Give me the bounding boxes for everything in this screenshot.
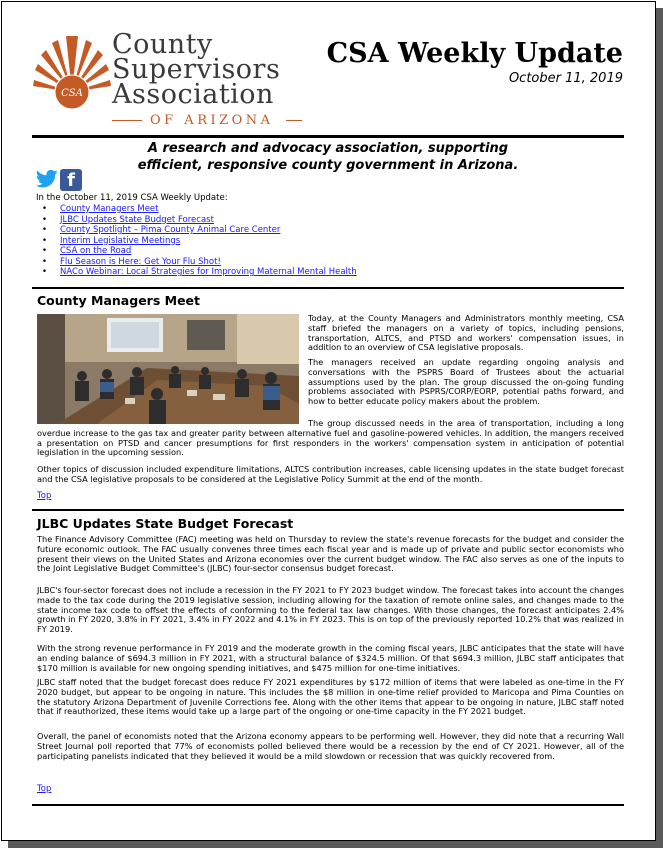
paragraph: JLBC staff noted that the budget forecast does reduce FY 2021 expenditures by $172 million of items that were labeled as one-time in the FY 2020 budget, but appear to be ongoing in nature. This includes the $8 million in one-time relief provided to Maricopa and Pima Counties on the statutory Arizona Department of Juvenile Corrections fee. Along with the other items that appear to be ongoing in nature, JLBC staff noted that if reauthorized, these items would take up a large part of the ongoing or one-time capacity in the FY 2021 budget. (37, 677, 624, 717)
toc-item (60, 246, 357, 257)
meeting-photo (37, 314, 299, 424)
toc-item (60, 236, 357, 247)
section-heading-managers: County Managers Meet (37, 293, 200, 308)
toc-link-county-managers[interactable]: County Managers Meet (60, 204, 159, 214)
table-of-contents (60, 204, 357, 278)
toc-link-interim-meetings[interactable]: Interim Legislative Meetings (60, 235, 181, 246)
section-divider (32, 509, 624, 511)
toc-link-csa-road[interactable]: CSA on the Road (60, 246, 132, 256)
toc-item (60, 215, 357, 226)
logo-line-association: Association (112, 79, 274, 110)
twitter-icon[interactable] (36, 169, 58, 189)
logo-line-county: County (112, 29, 213, 60)
tagline (32, 140, 624, 174)
logo-line-supervisors: Supervisors (112, 54, 281, 85)
paragraph: The managers received an update regarding ongoing analysis and conversations with the PSPRS Board of Trustees about the actuarial assumptions used by the plan. The group discussed the on-going funding problems associated with PSPRS/CORP/EORP, potential paths forward, and how to better educate policy makers about the problem. (308, 357, 624, 407)
paragraph: JLBC's four-sector forecast does not include a recession in the FY 2021 to FY 2023 budget window. The forecast takes into account the changes made to the tax code during the 2019 legislative session, including allowing for the taxation of remote online sales, and changes made to the state income tax code to offset the effects of conforming to the federal tax law changes. With those changes, the forecast anticipates 2.4% growth in FY 2020, 3.8% in FY 2021, 3.4% in FY 2022 and 4.1% in FY 2023. This is on top of the previously reported 10.2% that was realized in FY 2019. (37, 585, 624, 635)
tagline-line-1: A research and advocacy association, supporting (147, 141, 509, 156)
toc-intro: In the October 11, 2019 CSA Weekly Update: (36, 193, 228, 203)
logo-subtitle: OF ARIZONA (150, 113, 274, 128)
paragraph: Today, at the County Managers and Administrators monthly meeting, CSA staff briefed the managers on a variety of topics, including pensions, transportation, ALTCS, and PTSD and workers' compensation issues, in addition to an overview of CSA legislative proposals. (308, 313, 624, 353)
section-divider (32, 287, 624, 289)
toc-link-spotlight[interactable]: County Spotlight – Pima County Animal Care Center (60, 225, 281, 235)
paragraph: Overall, the panel of economists noted that the Arizona economy appears to be performing well. However, they did note that a recurring Wall Street Journal poll reported that 77% of economists polled believed there would be a recession by the end of CY 2021. However, all of the participating panelists indicated that they believed it would be a mild slowdown or recession that was quickly recovered from. (37, 731, 624, 761)
toc-link-jlbc[interactable]: JLBC Updates State Budget Forecast (60, 214, 214, 225)
logo-rule-left (112, 120, 142, 121)
newsletter-date: October 11, 2019 (508, 71, 623, 86)
social-links (36, 169, 82, 193)
tagline-line-2: efficient, responsive county government in Arizona. (137, 158, 519, 173)
newsletter-frame (1, 1, 656, 841)
paragraph: The Finance Advisory Committee (FAC) meeting was held on Thursday to review the state's revenue forecasts for the budget and consider the future economic outlook. The FAC usually convenes three times each fiscal year and is made up of private and public sector economists who present their views on the United States and Arizona economies over the current budget window. The FAC also serves as one of the inputs to the Joint Legislative Budget Committee's (JLBC) four-sector consensus budget forecast. (37, 534, 624, 574)
toc-link-flu-season[interactable]: Flu Season is Here: Get Your Flu Shot! (60, 256, 221, 267)
section-heading-jlbc: JLBC Updates State Budget Forecast (37, 516, 294, 531)
header-divider (32, 135, 624, 138)
back-to-top-link[interactable]: Top (37, 491, 52, 501)
logo-badge-text: CSA (61, 88, 83, 99)
csa-logo (32, 30, 302, 130)
toc-item (60, 257, 357, 268)
paragraph: Other topics of discussion included expenditure limitations, ALTCS contribution increases, cable licensing updates in the state budget forecast and the CSA legislative proposals to be considered at the Legislative Policy Summit at the end of the month. (37, 464, 624, 484)
facebook-icon[interactable]: f (60, 169, 82, 191)
sunburst-seal-icon (32, 30, 112, 130)
toc-item (60, 204, 357, 215)
paragraph: With the strong revenue performance in FY 2019 and the moderate growth in the coming fiscal years, JLBC anticipates that the state will have an ending balance of $694.3 million in FY 2021, with a structural balance of $324.5 million. Of that $694.3 million, JLBC staff anticipates that $170 million is available for new ongoing spending initiatives, and $475 million for one-time initiatives. (37, 643, 624, 673)
toc-link-naco-webinar[interactable]: NACo Webinar: Local Strategies for Improving Maternal Mental Health (60, 267, 357, 277)
back-to-top-link[interactable]: Top (37, 784, 52, 794)
paragraph: The group discussed needs in the area of transportation, including a long overdue increase to the gas tax and greater parity between alternative fuel and gasoline-powered vehicles. In addition, the mangers received a presentation on PTSD and cancer presumptions for first responders in the workers' compensation system in anticipation of potential legislation in the upcoming session. (37, 418, 624, 458)
newsletter-title: CSA Weekly Update (326, 38, 623, 69)
logo-rule-right (286, 120, 302, 121)
section-divider (32, 804, 624, 806)
toc-item (60, 225, 357, 236)
toc-item (60, 267, 357, 278)
